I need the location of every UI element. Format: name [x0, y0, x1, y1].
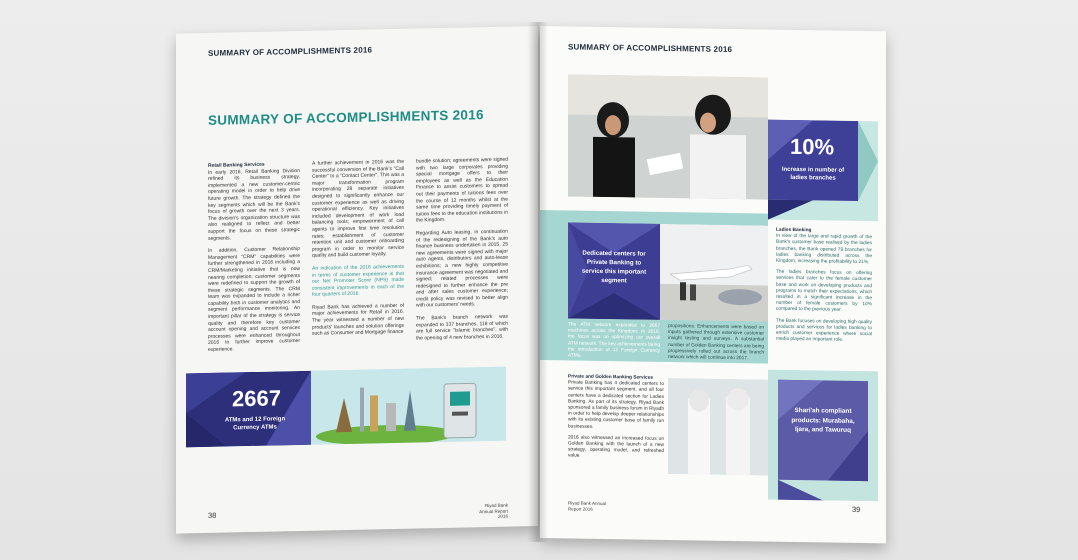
paragraph: Private Banking has 4 dedicated centers to service this important segment, and all four centers have a dedicated section for Ladies Banking. As part of its strategy, Riyad Bank sponsored a family business forum in Riyadh in order to help develop deeper relationships with its existing customer base of family run businesses.: [568, 380, 664, 430]
paragraph: Regarding Auto leasing, in continuation of the redesigning of the Bank's auto finance business undertaken in 2015, 25 new agreements were signed with major auto agents, distributors and auto-lease exhibitions; a new highly competitive insurance agreement was negotiated and signed; related processes were redesigned to further enhance the pre and after sales customer experience; credit policy was revised to better align with our customers' needs.: [416, 228, 508, 310]
section-heading: Ladies Banking: [776, 227, 812, 234]
paragraph: The ladies branches focus on offering services that cater to the female customer base and work on developing products and programs to match their expectations, which resulted in a significant increase in the number of female customers by 10% compared to the previous year.: [776, 269, 872, 314]
private-golden-section: [568, 374, 664, 461]
paragraph: bundle solution; agreements were signed with two large corporates providing special mortgage offers to their employees as well as the Education Finance to assist customers to spread out their payments of tuitions fees over the course of 12 months whilst at the same time providing timely payment of tuition fees to the education institutions in the Kingdom.: [416, 156, 508, 224]
page-number: 39: [852, 504, 861, 515]
column-1: [208, 161, 300, 354]
photo-art: [568, 74, 768, 199]
running-head: SUMMARY OF ACCOMPLISHMENTS 2016: [208, 45, 373, 58]
stat-block: [768, 120, 878, 222]
sharia-caption: Shari'ah compliant products: Murabaha, Ijara, and Tawuruq: [791, 406, 855, 434]
paragraph: In addition, Customer Relationship Management "CRM" capabilities were further strengthened in 2016 including a CRM/Marketing initiative that is now nearing completion; customer segments were redefined to support the growth of these strategic segments. The CRM team was expanded to include a richer capability both in customer analytics and segment performance monitoring. An important pillar of the strategy is service quality and therefore key customer account opening and account services processes were enhanced throughout 2016 to further improve customer experience.: [208, 246, 300, 353]
column-3: [416, 157, 508, 342]
stat-number: 10%: [790, 133, 835, 160]
ladies-banking-section: [776, 228, 872, 345]
page-title: SUMMARY OF ACCOMPLISHMENTS 2016: [208, 107, 484, 128]
jet-art: [660, 224, 768, 322]
private-banking-block: [568, 222, 660, 319]
section-heading: Retail Banking Services: [208, 161, 265, 169]
atm-paragraph: The ATM network expanded to 2667 machines across the Kingdom. In 2016, the focus was on optimizing our overall ATM network. The key achievements being the introduction of 12 Foreign Currency ATMs.: [568, 322, 660, 359]
ladies-branch-photo: [568, 74, 768, 199]
advisors-art: [668, 378, 768, 476]
highlight-paragraph: An indication of the 2016 achievements in terms of customer experience is that our Net Promoter Score (NPS) made consistent improvements in each of the four quarters of 2016.: [312, 263, 404, 299]
sharia-block: [768, 370, 878, 502]
atm-count: 2667: [232, 385, 281, 412]
book-gutter: [528, 22, 548, 542]
right-page: [540, 26, 886, 543]
paragraph: A further achievement in 2016 was the successful conversion of the Bank's "Call Center" to a "Contact Center". This was a major transformation program incorporating 28 separate initiatives designed to significantly enhance our customer experience as well as driving operational efficiency. Key initiatives included development of work load balancing tools; empowerment of call agents to improve first time resolution rates; establishment of customer retention unit and customer onboarding program in order to monitor service quality and build customer loyalty.: [312, 158, 404, 260]
paragraph: In view of the large and rapid growth of the Bank's customer base realised by the ladies branches, the Bank opened 79 branches for ladies banking distributed across the Kingdom, increasing the profitability to 21%.: [776, 233, 872, 266]
private-caption: Dedicated centers for Private Banking to service this important segment: [581, 249, 647, 285]
atm-caption: ATMs and 12 Foreign Currency ATMs: [224, 416, 286, 432]
jet-photo: [660, 224, 768, 322]
paragraph: 2016 also witnessed an increased focus on Golden Banking with the launch of a new strategy, operating model, and refreshed value: [568, 435, 664, 460]
page-footer: Riyad Bank Annual Report 2016: [479, 502, 508, 519]
paragraph: The Bank focuses on developing high quality products and services for ladies banking to enrich customer experience where social media played an important role.: [776, 318, 872, 344]
left-page: [176, 26, 538, 534]
page-footer: Riyad Bank Annual Report 2016: [568, 500, 607, 512]
page-number: 38: [208, 510, 217, 520]
paragraph: In early 2016, Retail Banking Division refined its business strategy, implemented a new customer-centric operating model in order to help drive future growth. The strategy defined the key segments which will be the Bank's focus of growth over the next 3 years. The division's organization structure was also realigned to reflect and better support the focus on these strategic segments.: [208, 167, 300, 242]
paragraph: The Bank's branch network was expanded to 337 branches, 118 of which are full service "Islamic branches", with the opening of 4 new branches in 2016.: [416, 313, 508, 342]
paragraph: Riyad Bank has achieved a number of major achievements for Retail in 2016. The year witnessed a number of new products' launches and solution offerings such as Consumer and Mortgage finance: [312, 302, 404, 337]
section-heading: Private and Golden Banking Services: [568, 374, 654, 381]
advisors-photo: [668, 378, 768, 476]
atm-banner: [186, 367, 506, 448]
column-2: [312, 159, 404, 338]
stat-caption: Increase in number of ladies branches: [781, 166, 845, 182]
golden-paragraph: propositions. Enhancements were based on inputs gathered through extensive customer insight testing and surveys. A substantial number of Golden Banking centers are being progressively rolled out across the branch network which will continue into 2017.: [668, 324, 764, 362]
running-head: SUMMARY OF ACCOMPLISHMENTS 2016: [568, 42, 733, 55]
sharia-art: [768, 370, 878, 502]
